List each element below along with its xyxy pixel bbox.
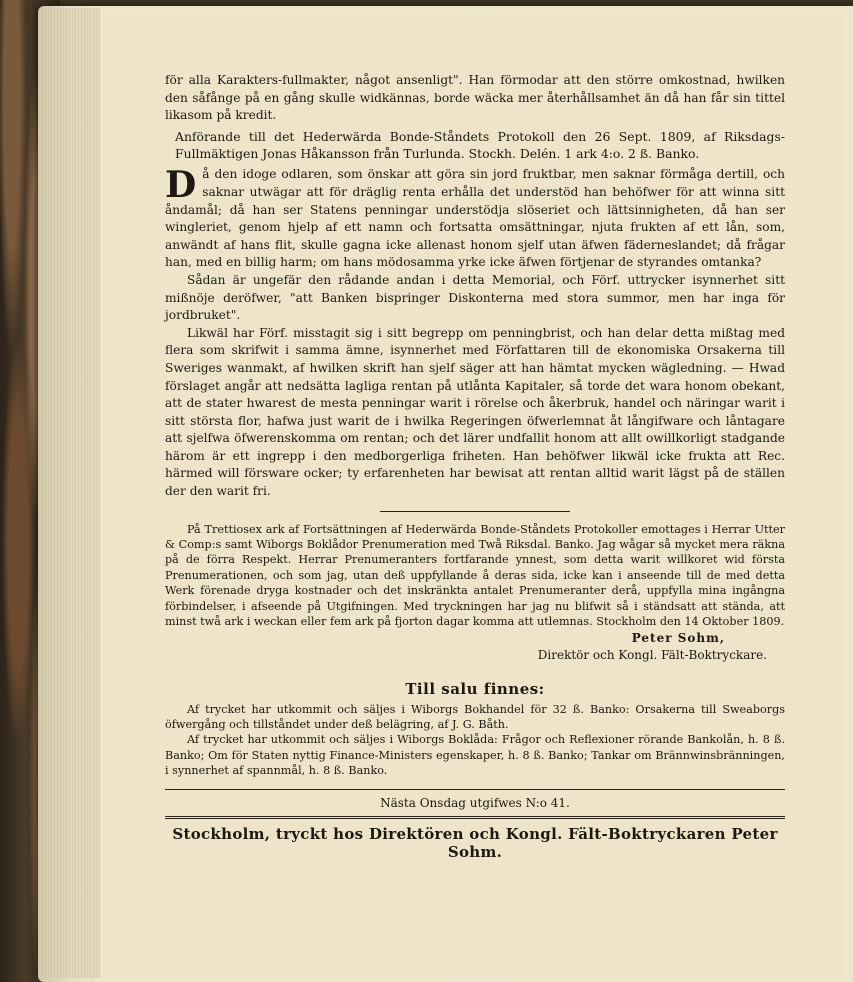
footer-rule-bottom [165, 816, 785, 819]
page-edges [40, 8, 100, 978]
sale-item-1: Af trycket har utkommit och säljes i Wiborgs Bokhandel för 32 ß. Banko: Orsakerna till Sweaborgs öfwergång och tillståndet under deß belägring, af J. G. Båth. [165, 702, 785, 731]
signature-title: Direktör och Kongl. Fält-Boktryckare. [537, 647, 767, 662]
next-issue-notice: Nästa Onsdag utgifwes N:o 41. [380, 795, 570, 810]
page-text [165, 72, 785, 861]
paragraph-2: Sådan är ungefär den rådande andan i detta Memorial, och Förf. uttrycker isynnerhet sitt mißnöje deröfwer, "att Banken bispringer Diskonterna med stora summor, men har inga för jordbruket". [165, 272, 785, 323]
reference-citation: Anförande till det Hederwärda Bonde-Ståndets Protokoll den 26 Sept. 1809, af Riksdags-Fullmäktigen Jonas Håkansson från Turlunda. Stockh. Delén. 1 ark 4:o. 2 ß. Banko. [175, 128, 785, 161]
paragraph-1 [165, 166, 785, 272]
paragraph-3: Likwäl har Förf. misstagit sig i sitt begrepp om penningbrist, och han delar detta mißtag med flera som skrifwit i samma ämne, isynnerhet med Författaren till de ekonomiska Orsakerna till Sweriges wanmakt, af hwilken skrift han sjelf säger att han hämtat mycken wägledning. — Hwad förslaget angår att nedsätta lagliga rentan på utlånta Kapitaler, så torde det wara honom obekant, att de stater hwarest de mesta penningar warit i rörelse och åkerbruk, handel och näringar warit i sitt största flor, hafwa just warit de i hwilka Regeringen öfwerlemnat åt långifware och låntagare att sjelfwa öfwerenskomma om rentan; och det lärer undfallit honom att allt owillkorligt stadgande härom är ett ingrepp i den medborgerliga friheten. Han behöfwer likwäl icke frukta att Rec. härmed will försware ocker; ty erfarenheten har bewisat att rentan alltid warit lägst på de ställen der den warit fri. [165, 325, 785, 499]
drop-cap: D [165, 164, 197, 207]
paragraph-1-text: å den idoge odlaren, som önskar att göra sin jord fruktbar, men saknar förmåga dertill, och saknar utwägar att för dräglig renta erhålla det understöd han behöfwer för att winna sitt åndamål; då han ser Statens penningar understödja slöseriet och lättsinnigheten, då han ser wingleriet, genom hjelp af ett namn och fortsatta omsättningar, njuta frukten af ett lån, som, anwändt af hans flit, skulle gagna icke allenast honom sjelf utan äfwen fäderneslandet; då frågar han, med en billig harm; om hans mödosamma yrke icke äfwen förtjenar de styrandes omtanka? [165, 167, 785, 270]
section-divider [380, 511, 570, 512]
sale-item-2: Af trycket har utkommit och säljes i Wiborgs Boklåda: Frågor och Reflexioner rörande Bankolån, h. 8 ß. Banko; Om för Staten nyttig Finance-Ministers egenskaper, h. 8 ß. Banko; Tankar om Brännwinsbränningen, i synnerhet af spannmål, h. 8 ß. Banko. [165, 733, 785, 778]
subscription-notice: På Trettiosex ark af Fortsättningen af Hederwärda Bonde-Ståndets Protokoller emottages i Herrar Utter & Comp:s samt Wiborgs Boklådor Prenumeration med Twå Riksdal. Banko. Jag wågar så mycket mera räkna på de förra Respekt. Herrar Prenumeranters fortfarande ynnest, som detta warit willkoret wid första Prenumerationen, och som jag, utan deß uppfyllande å deras sida, icke kan i anseende till de med detta Werk förenade dryga kostnader och det inskränkta antalet Prenumeranter derå, uppfylla mina ingångna förbindelser, i afseende på Utgifningen. Med tryckningen har jag nu blifwit så i ständsatt att stända, att minst twå ark i weckan eller fem ark på fjorton dagar komma att utlemnas. Stockholm den 14 Oktober 1809. [165, 522, 785, 629]
printer-imprint: Stockholm, tryckt hos Direktören och Kongl. Fält-Boktryckaren Peter Sohm. [172, 824, 778, 861]
signature-name: Peter Sohm, [631, 630, 725, 645]
opening-paragraph: för alla Karakters-fullmakter, något ansenligt". Han förmodar att den större omkostnad, hwilken den såfånge på en gång skulle widkännas, borde wäcka mer återhållsamhet än då han får sin tittel likasom på kredit. [165, 73, 785, 123]
sale-heading: Till salu finnes: [405, 679, 545, 698]
footer-rule-top [165, 789, 785, 790]
